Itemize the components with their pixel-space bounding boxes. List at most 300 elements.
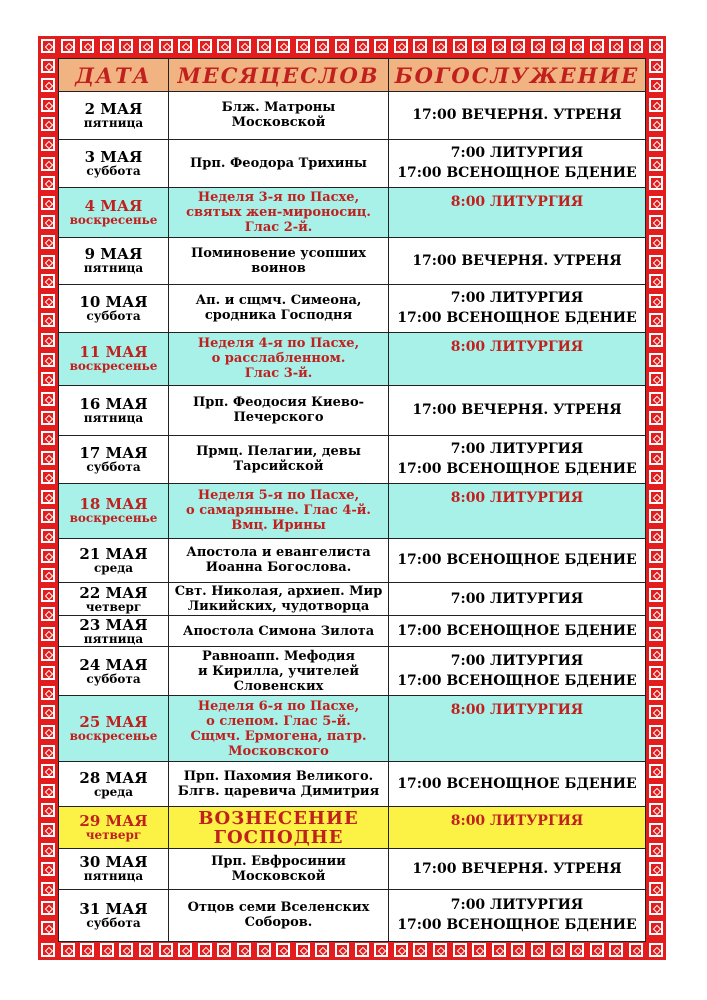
service-line: 17:00 ВЕЧЕРНЯ. УТРЕНЯ [412, 252, 622, 269]
ornament-square [41, 607, 55, 621]
ornament-square [453, 39, 467, 53]
ornament-square [649, 588, 663, 602]
service-cell [389, 187, 646, 237]
saint-line: Неделя 3-я по Пасхе, [197, 189, 360, 205]
schedule-body [59, 92, 646, 942]
ornament-square [649, 59, 663, 73]
saint-line: Равноапп. Мефодия [202, 648, 355, 664]
saint-line: Тарсийской [233, 459, 324, 475]
saint-cell [169, 435, 389, 483]
saint-line: Свт. Николая, архиеп. Мир [174, 584, 383, 600]
date-cell [59, 284, 169, 332]
date-text: 3 МАЯ [84, 147, 143, 166]
ornament-square [41, 745, 55, 759]
date-text: 9 МАЯ [84, 245, 143, 264]
date-text: 31 МАЯ [79, 899, 148, 918]
service-cell [389, 762, 646, 807]
ornament-square [609, 943, 623, 957]
ornament-square [511, 39, 525, 53]
ornament-square [511, 943, 525, 957]
service-cell [389, 385, 646, 435]
date-cell [59, 647, 169, 696]
ornament-square [413, 39, 427, 53]
ornament-square [41, 921, 55, 935]
ornament-square [41, 333, 55, 347]
service-cell [389, 647, 646, 696]
saint-line: Неделя 5-я по Пасхе, [197, 488, 360, 504]
saint-line: святых жен-мироносиц. [186, 204, 371, 220]
ornament-square [41, 666, 55, 680]
date-cell [59, 332, 169, 385]
ornament-square [41, 313, 55, 327]
service-line: 17:00 ВСЕНОЩНОЕ БДЕНИЕ [397, 917, 637, 934]
saint-line: Блж. Матроны [221, 100, 336, 116]
service-line: 8:00 ЛИТУРГИЯ [450, 193, 584, 210]
saint-line: Московского [228, 743, 329, 759]
service-line: 17:00 ВСЕНОЩНОЕ БДЕНИЕ [397, 623, 637, 640]
date-cell [59, 889, 169, 941]
date-text: 17 МАЯ [79, 443, 148, 462]
service-line: 7:00 ЛИТУРГИЯ [450, 145, 584, 162]
ornament-square [649, 607, 663, 621]
service-line: 7:00 ЛИТУРГИЯ [450, 441, 584, 458]
ornament-square [41, 39, 55, 53]
service-cell [389, 139, 646, 187]
service-cell [389, 616, 646, 647]
ornament-square [41, 176, 55, 190]
saint-line: Глас 3-й. [244, 366, 313, 382]
ornament-square [139, 943, 153, 957]
ornament-square [119, 943, 133, 957]
date-text: 23 МАЯ [79, 615, 148, 634]
ornament-square [649, 862, 663, 876]
ornament-square [41, 274, 55, 288]
saint-line: Прп. Феодосия Киево- [192, 395, 365, 411]
ornament-square [41, 549, 55, 563]
service-line: 17:00 ВЕЧЕРНЯ. УТРЕНЯ [412, 860, 622, 877]
ornament-square [531, 39, 545, 53]
weekday-text: четверг [85, 599, 142, 614]
saint-line: Прп. Евфросинии [211, 853, 346, 869]
date-cell [59, 696, 169, 762]
header-saints: МЕСЯЦЕСЛОВ [169, 59, 389, 92]
saint-line: Сщмч. Ермогена, патр. [190, 728, 367, 744]
table-row [59, 237, 646, 284]
saint-cell [169, 762, 389, 807]
weekday-text: пятница [83, 115, 144, 130]
ornament-square [257, 39, 271, 53]
service-cell [389, 807, 646, 849]
ornament-square [296, 39, 310, 53]
ornament-square [649, 627, 663, 641]
ornament-square [41, 943, 55, 957]
saint-line: о самаряныне. Глас 4-й. [186, 503, 371, 519]
ornament-square [472, 943, 486, 957]
ornament-square [41, 196, 55, 210]
saint-line: Ликийских, чудотворца [187, 599, 370, 615]
saint-cell [169, 187, 389, 237]
table-row [59, 696, 646, 762]
saint-line: о слепом. Глас 5-й. [206, 713, 351, 729]
ornament-square [80, 943, 94, 957]
service-cell [389, 483, 646, 538]
ornament-square [649, 431, 663, 445]
ornament-square [100, 943, 114, 957]
service-cell [389, 582, 646, 616]
ornament-square [41, 431, 55, 445]
ornament-square [472, 39, 486, 53]
ornament-square [41, 588, 55, 602]
ornament-square [80, 39, 94, 53]
saint-line: ВОЗНЕСЕНИЕ [198, 807, 359, 829]
ornament-square [649, 333, 663, 347]
service-cell [389, 332, 646, 385]
ornament-square [335, 39, 349, 53]
ornament-square [41, 862, 55, 876]
ornament-square [100, 39, 114, 53]
table-row [59, 582, 646, 616]
ornament-square [551, 39, 565, 53]
ornament-square [237, 943, 251, 957]
ornament-square [649, 745, 663, 759]
saint-line: Иоанна Богослова. [205, 560, 352, 576]
saint-line: воинов [251, 260, 306, 276]
ornament-square [41, 117, 55, 131]
saint-line: Апостола Симона Зилота [182, 623, 375, 639]
table-row [59, 92, 646, 140]
date-text: 4 МАЯ [84, 196, 143, 215]
date-text: 30 МАЯ [79, 853, 148, 872]
saint-line: Прп. Феодора Трихины [190, 155, 367, 171]
ornament-square [649, 39, 663, 53]
ornament-square [41, 686, 55, 700]
saint-cell [169, 696, 389, 762]
ornament-square [570, 943, 584, 957]
ornament-square [41, 803, 55, 817]
ornament-square [315, 39, 329, 53]
service-cell [389, 696, 646, 762]
ornament-square [649, 313, 663, 327]
ornament-square [315, 943, 329, 957]
service-line: 17:00 ВСЕНОЩНОЕ БДЕНИЕ [397, 552, 637, 569]
table-row [59, 139, 646, 187]
date-cell [59, 616, 169, 647]
date-cell [59, 435, 169, 483]
ornament-square [531, 943, 545, 957]
date-cell [59, 582, 169, 616]
ornament-square [649, 470, 663, 484]
ornament-square [276, 943, 290, 957]
date-cell [59, 762, 169, 807]
weekday-text: суббота [86, 163, 141, 178]
weekday-text: пятница [83, 261, 144, 276]
service-line: 7:00 ЛИТУРГИЯ [450, 290, 584, 307]
date-text: 11 МАЯ [79, 343, 148, 362]
date-text: 25 МАЯ [79, 713, 148, 732]
ornament-square [609, 39, 623, 53]
ornament-square [41, 627, 55, 641]
ornament-square [649, 255, 663, 269]
table-row [59, 483, 646, 538]
date-text: 28 МАЯ [79, 768, 148, 787]
ornament-square [217, 943, 231, 957]
service-line: 8:00 ЛИТУРГИЯ [450, 813, 584, 830]
ornament-square [41, 98, 55, 112]
date-text: 21 МАЯ [79, 544, 148, 563]
weekday-text: суббота [86, 459, 141, 474]
ornament-square [570, 39, 584, 53]
service-cell [389, 435, 646, 483]
ornament-square [41, 78, 55, 92]
ornament-square [649, 235, 663, 249]
saint-line: Соборов. [244, 915, 313, 931]
saint-line: Московской [231, 868, 326, 884]
ornament-square [649, 411, 663, 425]
ornament-square [139, 39, 153, 53]
saint-line: Печерского [233, 410, 324, 426]
ornament-square [649, 490, 663, 504]
table-header-row [59, 59, 646, 92]
ornament-square [41, 59, 55, 73]
weekday-text: пятница [83, 410, 144, 425]
service-cell [389, 284, 646, 332]
ornament-square [41, 353, 55, 367]
date-cell [59, 807, 169, 849]
date-cell [59, 538, 169, 582]
saint-line: Словенских [233, 678, 324, 694]
ornament-square [492, 39, 506, 53]
saint-line: Неделя 6-я по Пасхе, [197, 698, 360, 714]
table-row [59, 849, 646, 890]
ornament-square [649, 529, 663, 543]
date-text: 18 МАЯ [79, 495, 148, 514]
schedule-table [58, 58, 646, 942]
ornament-square [374, 943, 388, 957]
ornament-square [41, 843, 55, 857]
date-text: 10 МАЯ [79, 292, 148, 311]
saint-line: Ап. и сщмч. Симеона, [195, 293, 362, 309]
ornament-square [159, 943, 173, 957]
ornament-square [41, 451, 55, 465]
date-text: 2 МАЯ [84, 99, 143, 118]
date-cell [59, 237, 169, 284]
ornament-square [41, 372, 55, 386]
saint-cell [169, 92, 389, 140]
saint-cell [169, 616, 389, 647]
ornament-square [590, 39, 604, 53]
saint-line: ГОСПОДНЕ [213, 826, 344, 848]
ornament-square [649, 823, 663, 837]
saint-cell [169, 849, 389, 890]
ornament-square [41, 157, 55, 171]
saint-cell [169, 807, 389, 849]
ornament-square [649, 921, 663, 935]
saint-line: Отцов семи Вселенских [187, 900, 370, 916]
service-cell [389, 889, 646, 941]
ornament-square [41, 411, 55, 425]
weekday-text: среда [93, 560, 134, 575]
ornament-square [649, 215, 663, 229]
date-cell [59, 187, 169, 237]
date-cell [59, 92, 169, 140]
saint-line: Неделя 4-я по Пасхе, [197, 336, 360, 352]
service-line: 17:00 ВЕЧЕРНЯ. УТРЕНЯ [412, 402, 622, 419]
ornament-square [41, 901, 55, 915]
saint-cell [169, 538, 389, 582]
weekday-text: воскресенье [69, 212, 158, 227]
ornament-square [649, 274, 663, 288]
ornament-square [649, 901, 663, 915]
ornament-square [41, 725, 55, 739]
service-line: 7:00 ЛИТУРГИЯ [450, 591, 584, 608]
ornament-square [61, 39, 75, 53]
ornament-square [649, 78, 663, 92]
weekday-text: пятница [83, 631, 144, 646]
ornament-square [649, 157, 663, 171]
weekday-text: суббота [86, 915, 141, 930]
service-line: 17:00 ВСЕНОЩНОЕ БДЕНИЕ [397, 776, 637, 793]
saint-line: о расслабленном. [211, 351, 346, 367]
ornament-square [649, 943, 663, 957]
ornament-square [41, 529, 55, 543]
ornament-square [649, 568, 663, 582]
service-line: 8:00 ЛИТУРГИЯ [450, 338, 584, 355]
ornament-square [237, 39, 251, 53]
table-row [59, 385, 646, 435]
ornament-square [649, 372, 663, 386]
ornament-square [41, 255, 55, 269]
ornament-square [41, 882, 55, 896]
ornament-square [649, 509, 663, 523]
service-cell [389, 538, 646, 582]
table-row [59, 187, 646, 237]
date-text: 29 МАЯ [79, 812, 148, 831]
saint-line: Прмц. Пелагии, девы [196, 444, 361, 460]
ornament-square [433, 39, 447, 53]
saint-line: Апостола и евангелиста [186, 545, 371, 561]
ornament-square [649, 98, 663, 112]
ornament-square [413, 943, 427, 957]
ornament-square [41, 392, 55, 406]
ornament-square [41, 764, 55, 778]
ornament-square [198, 943, 212, 957]
weekday-text: воскресенье [69, 359, 158, 374]
ornament-square [629, 39, 643, 53]
date-cell [59, 483, 169, 538]
ornament-square [355, 943, 369, 957]
ornament-square [551, 943, 565, 957]
ornament-square [41, 705, 55, 719]
service-line: 7:00 ЛИТУРГИЯ [450, 897, 584, 914]
table-row [59, 762, 646, 807]
ornament-square [217, 39, 231, 53]
service-cell [389, 849, 646, 890]
service-line: 17:00 ВСЕНОЩНОЕ БДЕНИЕ [397, 310, 637, 327]
ornament-square [257, 943, 271, 957]
ornament-square [649, 764, 663, 778]
ornament-square [41, 784, 55, 798]
ornament-square [649, 137, 663, 151]
ornament-square [198, 39, 212, 53]
ornament-square [41, 137, 55, 151]
ornament-square [649, 784, 663, 798]
ornament-square [41, 509, 55, 523]
weekday-text: среда [93, 784, 134, 799]
ornament-square [119, 39, 133, 53]
table-row [59, 616, 646, 647]
header-date: ДАТА [59, 59, 169, 92]
ornament-square [649, 353, 663, 367]
weekday-text: четверг [85, 828, 142, 843]
ornament-square [178, 39, 192, 53]
ornament-square [394, 39, 408, 53]
ornament-square [41, 235, 55, 249]
ornament-square [649, 725, 663, 739]
ornament-square [41, 490, 55, 504]
date-text: 24 МАЯ [79, 655, 148, 674]
date-cell [59, 139, 169, 187]
ornament-square [649, 294, 663, 308]
ornament-square [649, 843, 663, 857]
ornament-square [649, 392, 663, 406]
saint-cell [169, 237, 389, 284]
service-line: 8:00 ЛИТУРГИЯ [450, 489, 584, 506]
ornament-square [394, 943, 408, 957]
saint-line: Поминовение усопших [190, 245, 367, 261]
ornament-square [41, 294, 55, 308]
ornament-square [649, 705, 663, 719]
ornament-square [649, 666, 663, 680]
ornament-square [41, 647, 55, 661]
table-row [59, 647, 646, 696]
date-text: 16 МАЯ [79, 394, 148, 413]
table-row [59, 435, 646, 483]
table-row [59, 538, 646, 582]
saint-cell [169, 284, 389, 332]
ornament-square [296, 943, 310, 957]
date-text: 22 МАЯ [79, 583, 148, 602]
saint-line: Глас 2-й. [244, 219, 313, 235]
ornament-square [629, 943, 643, 957]
weekday-text: пятница [83, 869, 144, 884]
saint-line: и Кирилла, учителей [197, 663, 360, 679]
weekday-text: воскресенье [69, 511, 158, 526]
saint-cell [169, 483, 389, 538]
service-line: 8:00 ЛИТУРГИЯ [450, 702, 584, 719]
ornament-square [492, 943, 506, 957]
service-line: 7:00 ЛИТУРГИЯ [450, 653, 584, 670]
ornament-square [335, 943, 349, 957]
ornament-square [41, 215, 55, 229]
ornament-square [649, 549, 663, 563]
ornament-square [41, 470, 55, 484]
service-cell [389, 92, 646, 140]
table-row [59, 284, 646, 332]
saint-cell [169, 582, 389, 616]
date-cell [59, 385, 169, 435]
ornament-square [649, 803, 663, 817]
ornament-square [61, 943, 75, 957]
ornament-square [178, 943, 192, 957]
weekday-text: суббота [86, 308, 141, 323]
service-line: 17:00 ВСЕНОЩНОЕ БДЕНИЕ [397, 165, 637, 182]
ornament-square [649, 686, 663, 700]
saint-line: Блгв. царевича Димитрия [177, 784, 380, 800]
ornament-square [649, 647, 663, 661]
date-cell [59, 849, 169, 890]
ornament-square [159, 39, 173, 53]
header-service: БОГОСЛУЖЕНИЕ [389, 59, 646, 92]
